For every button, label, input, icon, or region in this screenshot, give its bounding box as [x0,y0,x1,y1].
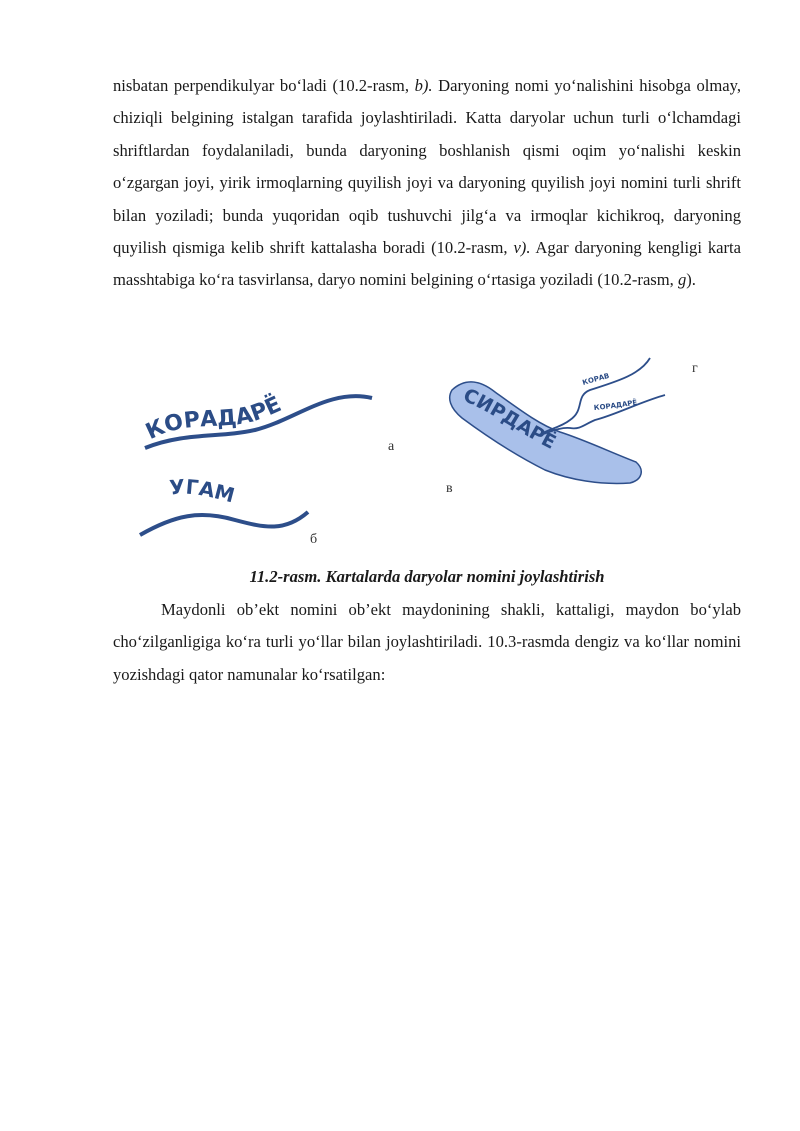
panel-label-a: а [388,439,395,454]
para1-text-b: Daryoning nomi yo‘nalishini hisobga olmay, chiziqli belgining istalgan tarafida joylashtiriladi. Katta daryolar uchun turli o‘lchamdagi shriftlardan foydalaniladi, bunda daryoning boshlanish qismi oqim yo‘nalishi keskin o‘zgargan joyi, yirik irmoqlarning quyilish joyi va daryoning quyilish joyi nomini turli shrift bilan yoziladi; bunda yuqoridan oqib tushuvchi jilg‘a va irmoqlar kichikroq, daryoning quyilish qismiga kelib shrift kattalasha boradi (10.2-rasm, [113,76,741,258]
figure-drawing [0,340,800,560]
para1-ref-b: b). [414,76,433,95]
panel-label-v: в [446,481,453,496]
paragraph-area-names: Maydonli ob’ekt nomini ob’ekt maydonining shakli, kattaligi, maydon bo‘ylab cho‘zilganligiga ko‘ra turli yo‘llar bilan joylashtiriladi. 10.3-rasmda dengiz va ko‘llar nomini yozishdagi qator namunalar ko‘rsatilgan: [113,600,741,684]
river-line-b [140,512,308,535]
para1-ref-v: v). [513,238,531,258]
river-name-a: КОРАДАРЁ [142,392,286,446]
panel-label-b: б [310,532,318,547]
para1-text-a: nisbatan perpendikulyar bo‘ladi (10.2-rasm, [113,76,415,95]
river-name-b: УГАМ [168,474,238,508]
para1-text-c: Agar daryoning kengligi karta masshtabiga ko‘ra tasvirlansa, daryo nomini belgining o‘rtasiga yoziladi (10.2-rasm, [113,238,741,290]
river-name-g-tributary: КОРАДАРЁ [593,398,638,412]
para1-text-d: ). [686,270,696,290]
figure-river-names [0,340,800,560]
river-line-g-upper [540,358,650,435]
river-line-g-tributary [540,395,665,435]
para1-ref-g: g [677,270,687,290]
river-name-v: СИРДАРЁ [459,384,560,454]
figure-caption: 11.2-rasm. Kartalarda daryolar nomini joylashtirish [249,567,605,586]
river-name-g-upper: КОРАВ [581,371,611,387]
panel-label-g: г [692,361,698,376]
paragraph-river-label-placement [113,70,741,297]
